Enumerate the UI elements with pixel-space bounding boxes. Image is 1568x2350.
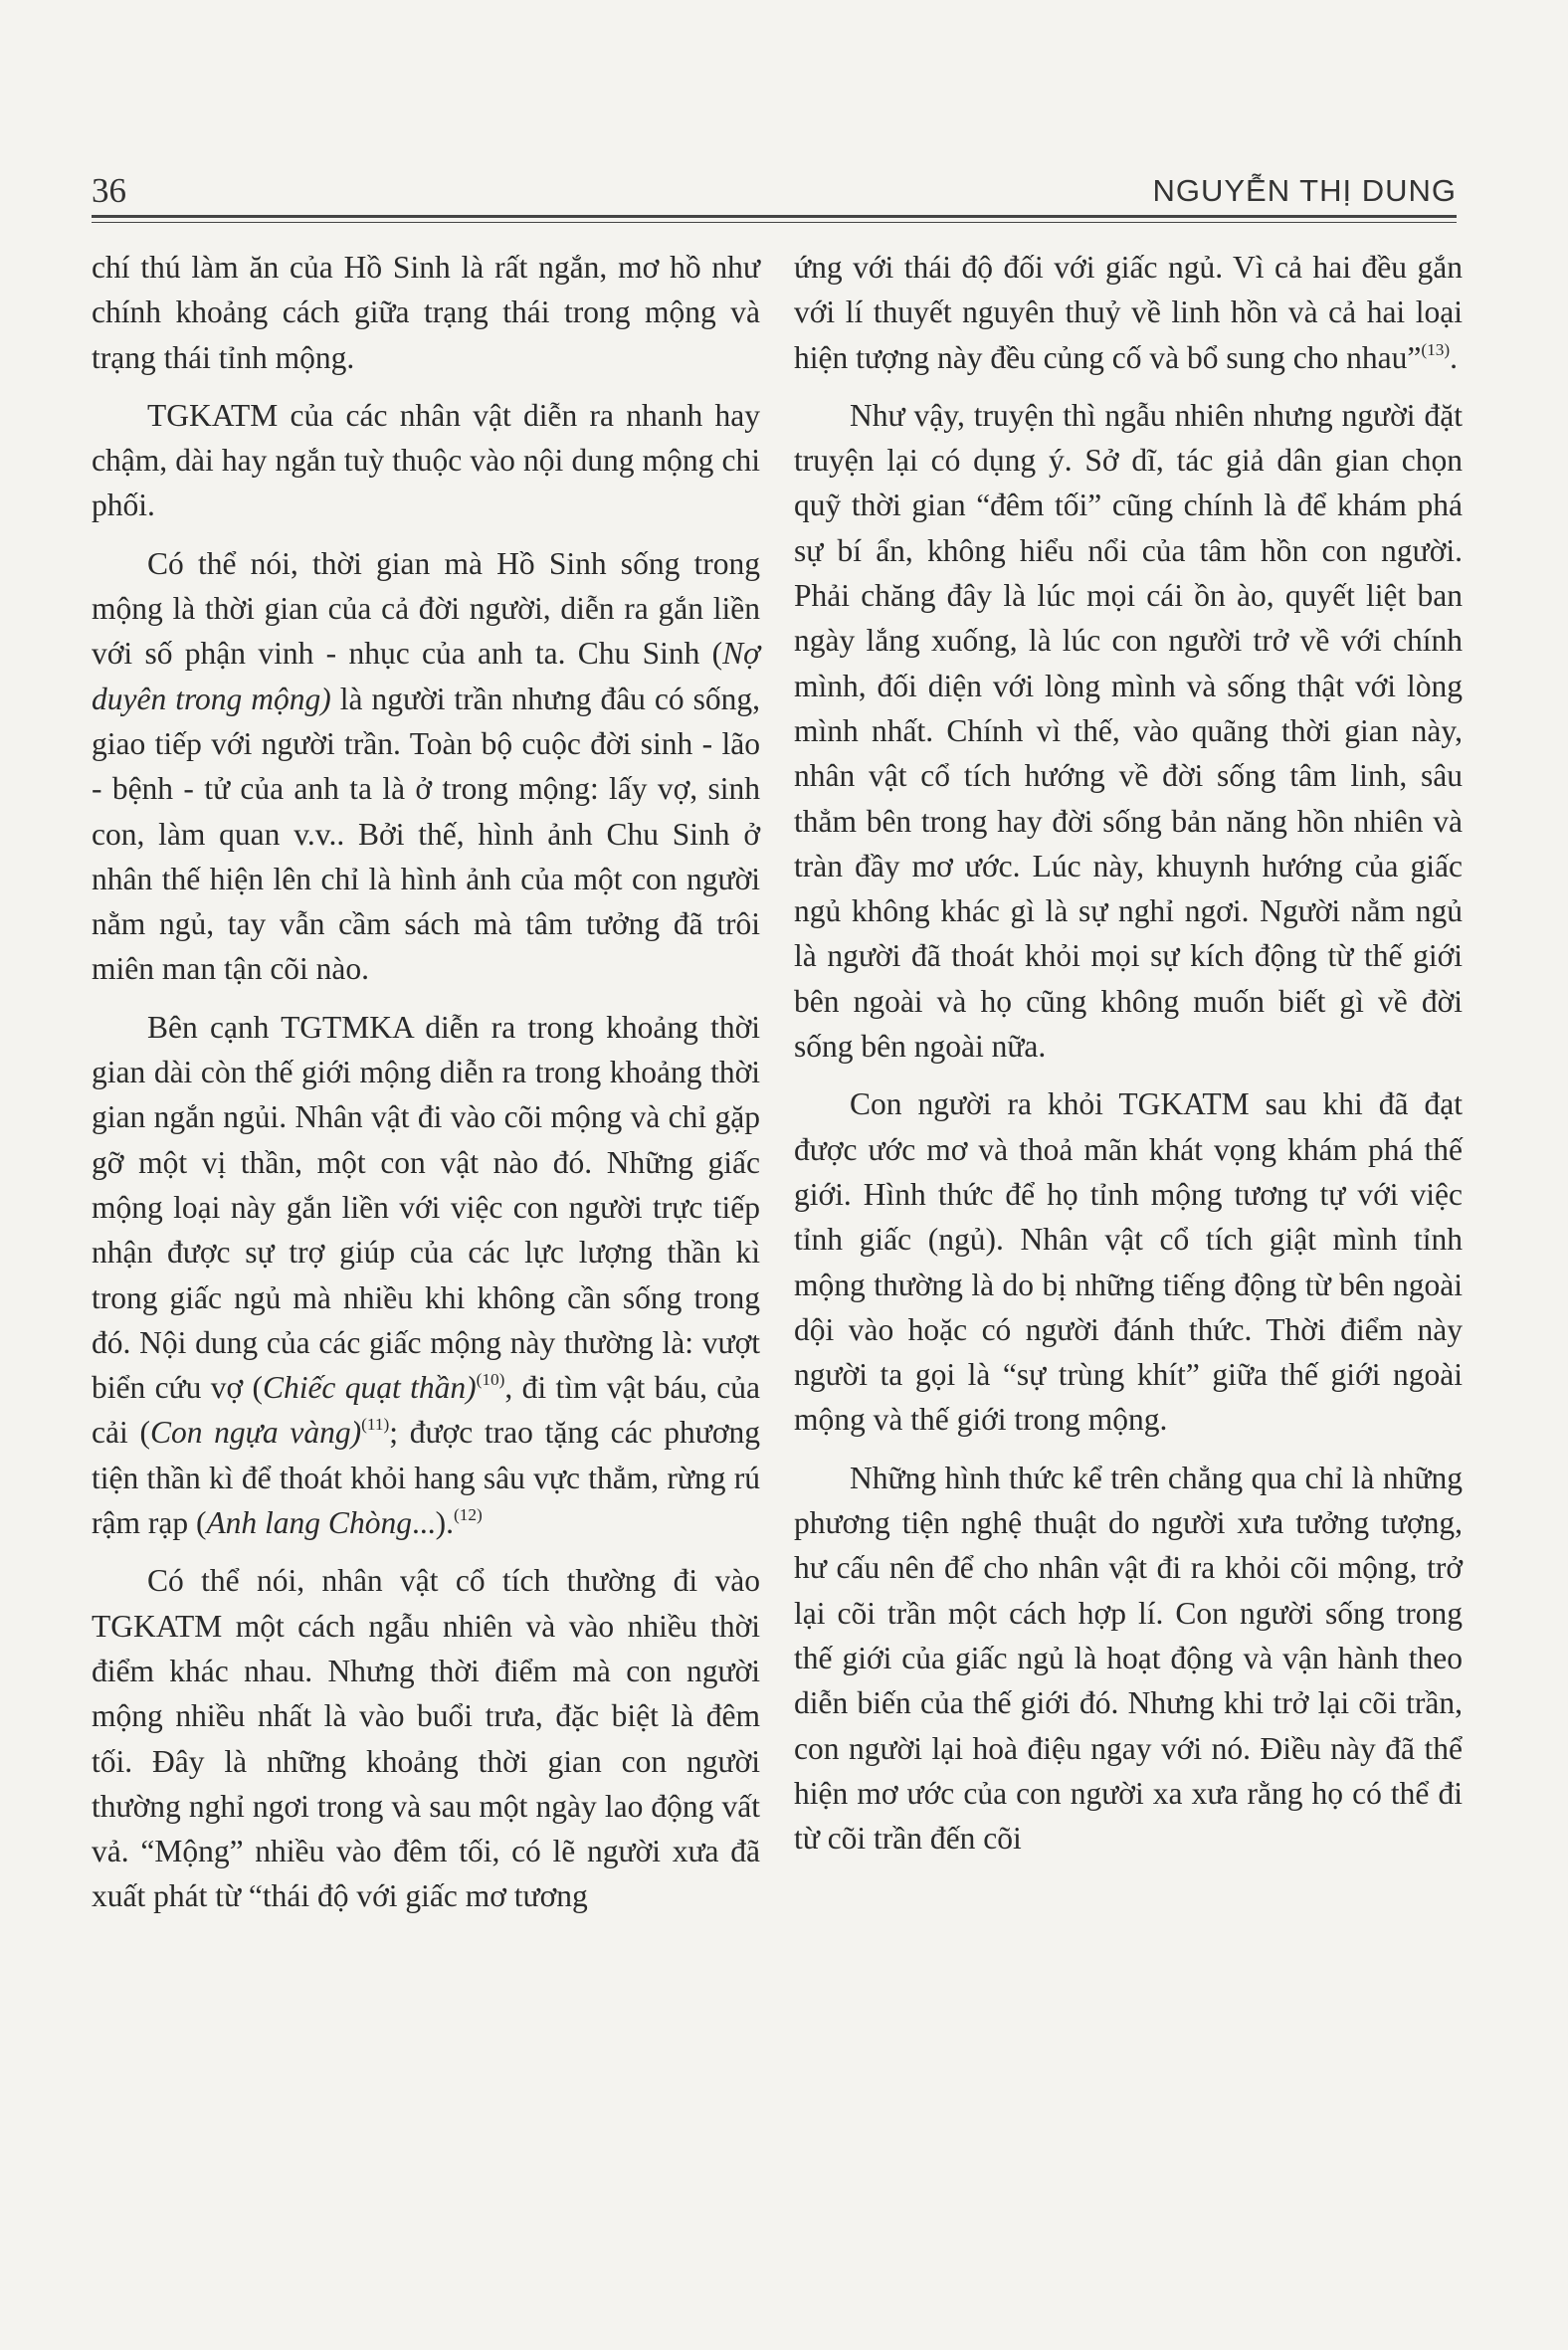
story-title: Chiếc quạt thần): [262, 1370, 477, 1406]
story-title: Con ngựa vàng): [149, 1415, 362, 1451]
paragraph: Những hình thức kể trên chẳng qua chỉ là những phương tiện nghệ thuật do người xưa tưởng tượng, hư cấu nên để cho nhân vật đi ra khỏi cõi mộng, trở lại cõi trần một cách hợp lí. Con người sống trong thế giới của giấc ngủ là hoạt động và vận hành theo diễn biến của thế giới đó. Nhưng khi trở lại cõi trần, con người lại hoà điệu ngay với nó. Điều này đã thể hiện mơ ước của con người xa xưa rằng họ có thể đi từ cõi trần đến cõi: [794, 1460, 1463, 1857]
header-rule-thick: [92, 215, 1457, 218]
story-title: Anh lang Chòng: [206, 1505, 412, 1541]
right-column: [794, 245, 1463, 1873]
page-number: 36: [92, 171, 126, 210]
paragraph: ứng với thái độ đối với giấc ngủ. Vì cả hai đều gắn với lí thuyết nguyên thuỷ về linh hồn và cả hai loại hiện tượng này đều củng cố và bổ sung cho nhau”$^{(13)}$.: [794, 250, 1463, 375]
paragraph: chí thú làm ăn của Hồ Sinh là rất ngắn, mơ hồ như chính khoảng cách giữa trạng thái trong mộng và trạng thái tỉnh mộng.: [92, 250, 760, 375]
paragraph: Bên cạnh TGTMKA diễn ra trong khoảng thời gian dài còn thế giới mộng diễn ra trong khoảng thời gian ngắn ngủi. Nhân vật đi vào cõi mộng và chỉ gặp gỡ một vị thần, một con vật nào đó. Những giấc mộng loại này gắn liền với việc con người trực tiếp nhận được sự trợ giúp của các lực lượng thần kì trong giấc ngủ mà nhiều khi không cần sống trong đó. Nội dung của các giấc mộng này thường là: vượt biển cứu vợ (Chiếc quạt thần)$^{(10)}$, đi tìm vật báu, của cải (Con ngựa vàng)$^{(11)}$; được trao tặng các phương tiện thần kì để thoát khỏi hang sâu vực thẳm, rừng rú rậm rạp (Anh lang Chòng...).$^{(12)}$: [92, 1009, 761, 1541]
paragraph: Như vậy, truyện thì ngẫu nhiên nhưng người đặt truyện lại có dụng ý. Sở dĩ, tác giả dân gian chọn quỹ thời gian “đêm tối” cũng chính là để khám phá sự bí ẩn, không hiểu nổi của tâm hồn con người. Phải chăng đây là lúc mọi cái ồn ào, quyết liệt ban ngày lắng xuống, là lúc con người trở về với chính mình, đối diện với lòng mình và sống thật với lòng mình nhất. Chính vì thế, vào quãng thời gian này, nhân vật cổ tích hướng về đời sống tâm linh, sâu thẳm bên trong hay đời sống bản năng hồn nhiên và tràn đầy mơ ước. Lúc này, khuynh hướng của giấc ngủ không khác gì là sự nghỉ ngơi. Người nằm ngủ là người đã thoát khỏi mọi sự kích động từ thế giới bên ngoài và họ cũng không muốn biết gì về đời sống bên ngoài nữa.: [794, 397, 1463, 1065]
running-head-author: NGUYỄN THỊ DUNG: [1152, 173, 1457, 208]
paragraph: Con người ra khỏi TGKATM sau khi đã đạt được ước mơ và thoả mãn khát vọng khám phá thế giới. Hình thức để họ tỉnh mộng tương tự với việc tỉnh giấc (ngủ). Nhân vật cổ tích giật mình tỉnh mộng thường là do bị những tiếng động từ bên ngoài dội vào hoặc có người đánh thức. Thời điểm này người ta gọi là “sự trùng khít” giữa thế giới ngoài mộng và thế giới trong mộng.: [794, 1086, 1463, 1438]
story-title: Nợ duyên trong mộng): [92, 636, 760, 716]
footnote-ref: (13): [1421, 339, 1451, 359]
left-column: [92, 245, 760, 1932]
paragraph: Có thể nói, nhân vật cổ tích thường đi vào TGKATM một cách ngẫu nhiên và vào nhiều thời điểm khác nhau. Nhưng thời điểm mà con người mộng nhiều nhất là vào buổi trưa, đặc biệt là đêm tối. Đây là những khoảng thời gian con người thường nghỉ ngơi trong và sau một ngày lao động vất vả. “Mộng” nhiều vào đêm tối, có lẽ người xưa đã xuất phát từ “thái độ với giấc mơ tương: [92, 1563, 760, 1914]
header-rule-thin: [92, 222, 1457, 223]
paragraph: Có thể nói, thời gian mà Hồ Sinh sống trong mộng là thời gian của cả đời người, diễn ra gắn liền với số phận vinh - nhục của anh ta. Chu Sinh (Nợ duyên trong mộng) là người trần nhưng đâu có sống, giao tiếp với người trần. Toàn bộ cuộc đời sinh - lão - bệnh - tử của anh ta là ở trong mộng: lấy vợ, sinh con, làm quan v.v.. Bởi thế, hình ảnh Chu Sinh ở nhân thế hiện lên chỉ là hình ảnh của một con người nằm ngủ, tay vẫn cầm sách mà tâm tưởng đã trôi miên man tận cõi nào.: [92, 545, 761, 987]
page-header: [92, 159, 1457, 219]
footnote-ref: (11): [361, 1415, 390, 1435]
footnote-ref: (10): [476, 1370, 505, 1390]
paragraph: TGKATM của các nhân vật diễn ra nhanh hay chậm, dài hay ngắn tuỳ thuộc vào nội dung mộng chi phối.: [92, 397, 760, 523]
footnote-ref: (12): [453, 1505, 483, 1525]
